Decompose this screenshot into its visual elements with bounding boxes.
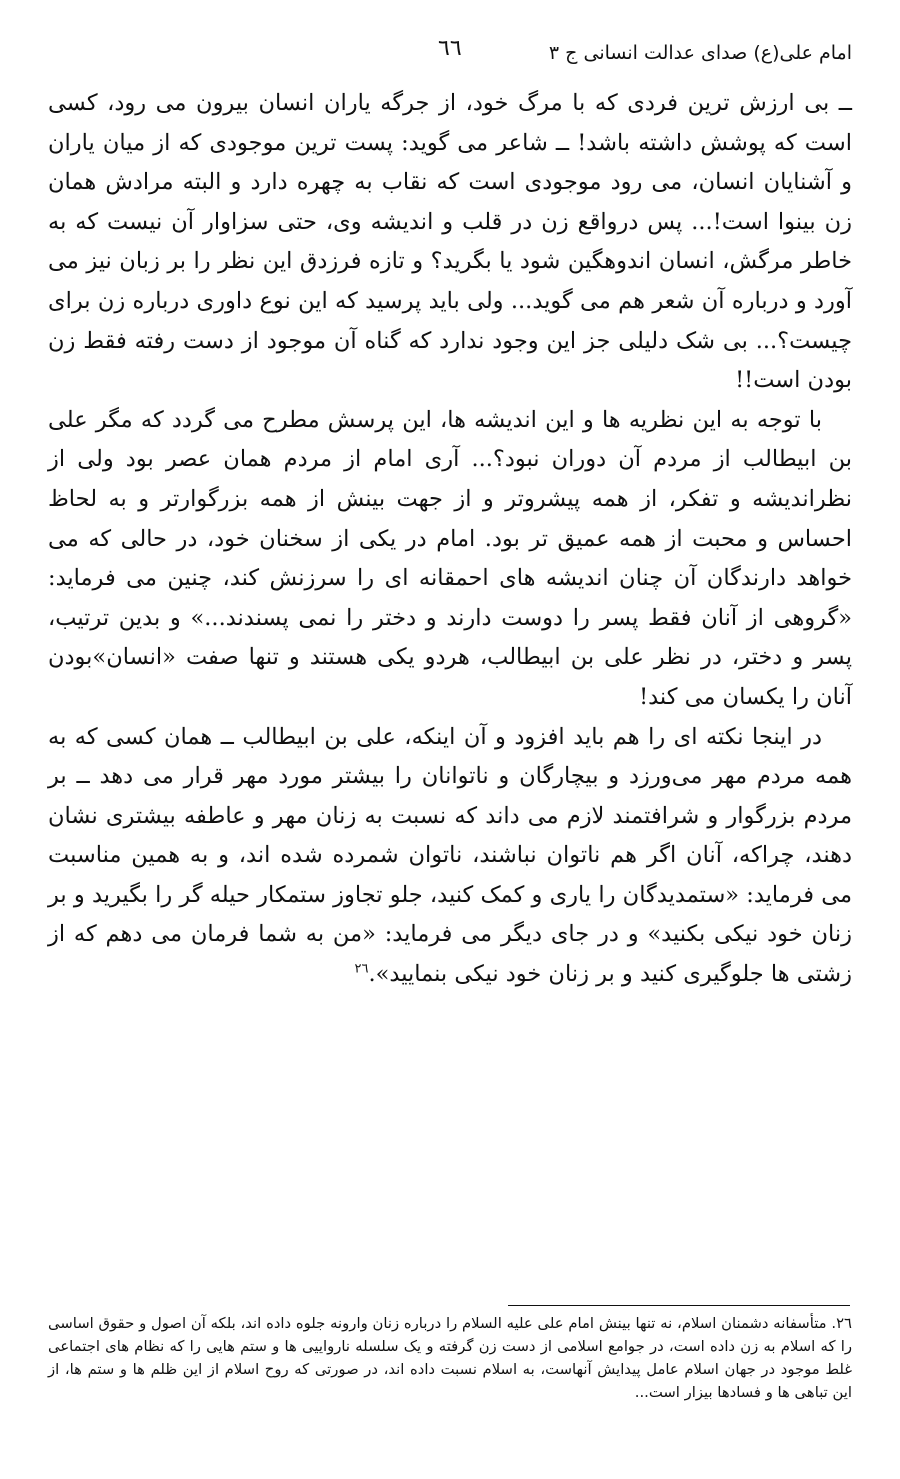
running-title: امام علی(ع) صدای عدالت انسانی ج ۳	[548, 42, 852, 64]
footnote-26: ٢٦. متأسفانه دشمنان اسلام، نه تنها بینش امام علی علیه السلام را درباره زنان وارونه جلوه داده اند، بلکه آن اصول و حقوق اساسی را که اسلام به زن داده است، در جوامع اسلامی از دست زن گرفته و یک سلسله نارواییی ها و ستم هایی را که نظام های اجتماعی غلط موجود در جهان اسلام عامل پیدایش آنهاست، به اسلام نسبت داده اند، در صورتی که روح اسلام از این ظلم ها و ستم ها، از این تباهی ها و فسادها بیزار است...	[48, 1315, 852, 1401]
paragraph-3-text: در اینجا نکته ای را هم باید افزود و آن اینکه، علی بن ابیطالب ــ همان کسی که به همه مردم مهر می‌ورزد و بیچارگان و ناتوانان را بیشتر مورد مهر قرار می دهد ــ بر مردم بزرگوار و شرافتمند لازم می داند که نسبت به زنان مهر و عاطفه بیشتری نشان دهند، چراکه، آنان اگر هم ناتوان نباشند، ناتوان شمرده شده اند، و به همین مناسبت می فرماید: «ستمدیدگان را یاری و کمک کنید، جلو تجاوز ستمکار حیله گر را بگیرید و بر زنان خود نیکی بکنید» و در جای دیگر می فرماید: «من به شما فرمان می دهم که از زشتی ها جلوگیری کنید و بر زنان خود نیکی بنمایید».	[48, 723, 852, 988]
footnote-area	[48, 1312, 852, 1404]
page-number: ٦٦	[438, 36, 462, 61]
paragraph-1: ــ بی ارزش ترین فردی که با مرگ خود، از جرگه یاران انسان بیرون می رود، کسی است که پوشش داشته باشد! ــ شاعر می گوید: پست ترین موجودی که از میان یاران و آشنایان انسان، می رود موجودی است که نقاب به چهره دارد و البته مرادش همان زن بینوا است!... پس درواقع زن در قلب و اندیشه وی، حتی سزاوار آن نیست که به خاطر مرگش، انسان اندوهگین شود یا بگرید؟ و تازه فرزدق این نظر را بر زبان نیز می آورد و درباره آن شعر هم می گوید... ولی باید پرسید که این نوع داوری درباره زن برای چیست؟... بی شک دلیلی جز این وجود ندارد که گناه آن موجود از دست رفته فقط زن بودن است!!	[48, 90, 852, 394]
footnote-reference: ٢٦	[354, 961, 369, 977]
paragraph-3	[48, 718, 852, 995]
running-header	[48, 36, 852, 72]
footnote-divider	[508, 1305, 850, 1306]
paragraph-2: با توجه به این نظریه ها و این اندیشه ها، این پرسش مطرح می گردد که مگر علی بن ابیطالب از مردم آن دوران نبود؟... آری امام از مردم همان عصر بود ولی از نظراندیشه و تفکر، از همه پیشروتر و از جهت بینش از همه بزرگوارتر و به لحاظ احساس و محبت از همه عمیق تر بود. امام در یکی از سخنان خود، در حالی که می خواهد دارندگان آن چنان اندیشه های احمقانه ای را سرزنش کند، چنین می فرماید: «گروهی از آنان فقط پسر را دوست دارند و دختر را نمی پسندند...» و بدین ترتیب، پسر و دختر، در نظر علی بن ابیطالب، هردو یکی هستند و تنها صفت «انسان»بودن آنان را یکسان می کند!	[48, 406, 852, 710]
main-text	[48, 84, 852, 995]
